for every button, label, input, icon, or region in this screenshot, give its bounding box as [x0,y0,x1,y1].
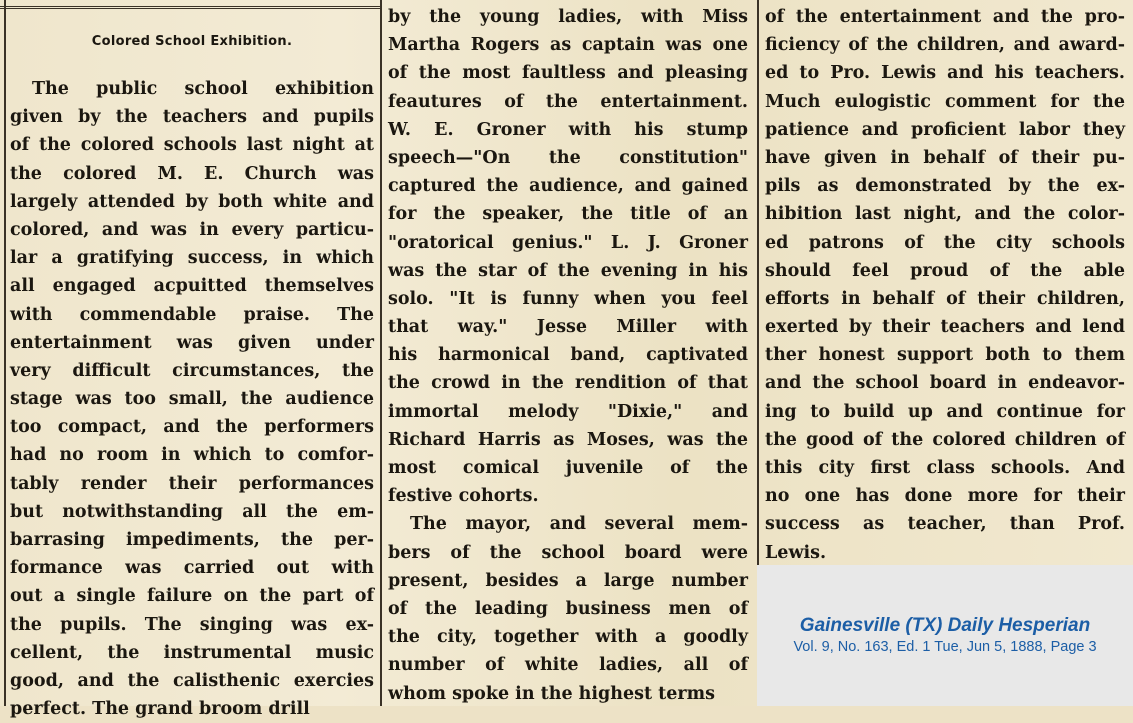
article-line: out a single failure on the part of [10,586,374,607]
article-line: of the colored schools last night at [10,135,374,156]
article-line: Martha Rogers as captain was one [388,35,748,56]
article-line: his harmonical band, captivated [388,345,748,366]
article-line: this city first class schools. And [765,458,1125,478]
article-line: and the school board in endeavor- [765,373,1125,394]
article-line: for the speaker, the title of an [388,204,748,225]
article-line: ficiency of the children, and award- [765,35,1125,56]
article-line: tably render their performances [10,473,374,494]
article-line: Lewis. [765,542,827,563]
column-divider-1 [380,0,382,706]
article-line: barrasing impediments, the per- [10,530,374,550]
left-border-rule [4,0,6,706]
article-line: of the leading business men of [388,598,748,619]
article-line: solo. "It is funny when you feel [388,288,748,309]
article-line: that way." Jesse Miller with [388,317,748,338]
article-line: patience and proficient labor they [765,119,1125,140]
article-line: success as teacher, than Prof. [765,514,1125,535]
article-line: all engaged acpuitted themselves [10,276,374,297]
article-headline: Colored School Exhibition. [91,34,293,49]
article-line: ther honest support both to them [765,345,1125,366]
column-1-text [10,75,374,723]
article-line: the city, together with a goodly [388,627,748,648]
article-line: W. E. Groner with his stump [388,119,748,140]
article-line: the good of the colored children of [765,429,1125,450]
article-line: captured the audience, and gained [388,176,748,197]
article-line: ing to build up and continue for [765,401,1125,422]
article-line: formance was carried out with [10,558,374,579]
article-line: The public school exhibition [32,79,374,99]
article-line: feautures of the entertainment. [388,91,748,112]
article-line: very difficult circumstances, the [10,360,374,381]
column-3-text [765,3,1125,567]
article-line: present, besides a large number [388,570,748,591]
article-line: but notwithstanding all the em- [10,501,374,522]
article-line: good, and the calisthenic exercies [10,670,374,691]
article-line: speech—"On the constitution" [388,147,748,168]
article-line: number of white ladies, all of [388,655,748,676]
article-line: stage was too small, the audience [10,389,374,410]
article-line: colored, and was in every particu- [10,219,374,240]
article-line: given by the teachers and pupils [10,107,374,128]
article-line: too compact, and the performers [10,417,374,438]
article-line: Much eulogistic comment for the [765,91,1125,112]
article-line: whom spoke in the highest terms [388,683,715,704]
article-line: have given in behalf of their pu- [765,147,1125,168]
article-line: with commendable praise. The [10,304,374,325]
article-line: most comical juvenile of the [388,458,748,478]
article-line: cellent, the instrumental music [10,642,374,663]
article-line: ed to Pro. Lewis and his teachers. [765,63,1125,84]
article-line: hibition last night, and the color- [765,204,1125,225]
caption-subtitle: Vol. 9, No. 163, Ed. 1 Tue, Jun 5, 1888, Page 3 [793,639,1097,655]
article-line: the crowd in the rendition of that [388,373,748,394]
article-line: entertainment was given under [10,332,374,353]
article-line: festive cohorts. [388,486,539,507]
caption-title: Gainesville (TX) Daily Hesperian [799,615,1091,636]
article-line: perfect. The grand broom drill [10,699,310,720]
article-line: immortal melody "Dixie," and [388,401,748,422]
article-line: bers of the school board were [388,542,748,563]
article-line: "oratorical genius." L. J. Groner [388,232,748,253]
article-line: of the most faultless and pleasing [388,63,748,84]
article-line: Richard Harris as Moses, was the [388,429,748,450]
article-line: the colored M. E. Church was [10,163,374,184]
article-line: had no room in which to comfor- [10,445,374,466]
article-line: ed patrons of the city schools [765,232,1125,253]
article-line: lar a gratifying success, in which [10,248,374,269]
article-line: by the young ladies, with Miss [388,7,748,27]
article-column-2 [388,0,748,706]
article-line: was the star of the evening in his [388,260,748,281]
article-line: no one has done more for their [765,486,1125,507]
article-line: The mayor, and several mem- [410,514,748,535]
article-column-1 [10,0,374,720]
article-line: pils as demonstrated by the ex- [765,176,1125,197]
column-2-text [388,3,748,708]
article-line: the pupils. The singing was ex- [10,614,374,635]
article-line: largely attended by both white and [10,191,374,212]
article-line: efforts in behalf of their children, [765,288,1125,309]
article-line: should feel proud of the able [765,260,1125,281]
source-caption [757,565,1133,706]
article-line: exerted by their teachers and lend [765,317,1125,338]
article-line: of the entertainment and the pro- [765,7,1125,27]
